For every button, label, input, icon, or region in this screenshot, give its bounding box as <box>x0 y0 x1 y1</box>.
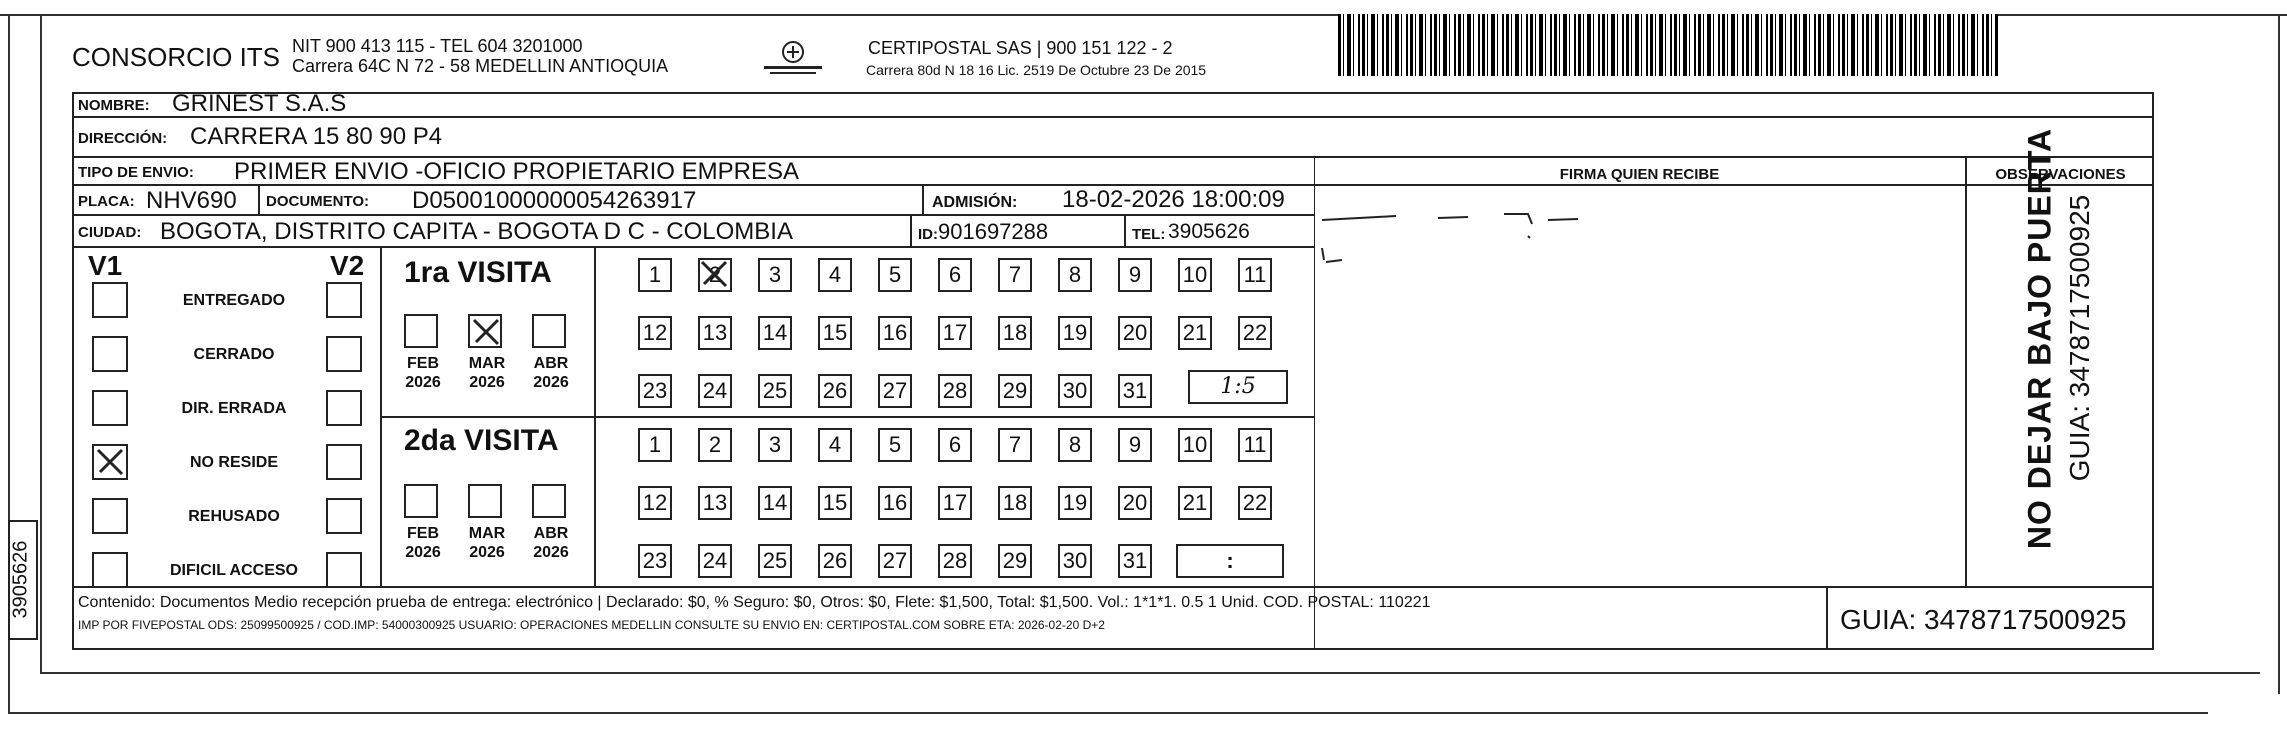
visit2-title: 2da VISITA <box>404 424 559 457</box>
certipostal-logo <box>760 38 826 82</box>
visit1-month-checkbox-feb[interactable] <box>404 314 438 348</box>
visit1-day-11[interactable]: 11 <box>1238 258 1272 292</box>
status-option-label: ENTREGADO <box>182 292 286 309</box>
visit2-day-2[interactable]: 2 <box>698 428 732 462</box>
visit2-day-3[interactable]: 3 <box>758 428 792 462</box>
visit2-day-26[interactable]: 26 <box>818 544 852 578</box>
footer-line2: IMP POR FIVEPOSTAL ODS: 25099500925 / COD.IMP: 54000300925 USUARIO: OPERACIONES MEDELLIN CONSULTE SU ENVIO EN: CERTIPOSTAL.COM SOBRE ETA: 2026-02-20 D+2 <box>78 618 1105 632</box>
v2-checkbox-rehusado[interactable] <box>326 498 362 534</box>
visit2-day-18[interactable]: 18 <box>998 486 1032 520</box>
id-label: ID: <box>918 226 938 243</box>
visit1-time-box[interactable] <box>1188 370 1288 404</box>
visit1-day-7[interactable]: 7 <box>998 258 1032 292</box>
tel-label: TEL: <box>1132 226 1166 243</box>
visit1-day-28[interactable]: 28 <box>938 374 972 408</box>
divider-firma-left <box>1314 158 1315 650</box>
visit2-day-9[interactable]: 9 <box>1118 428 1152 462</box>
visit1-day-22[interactable]: 22 <box>1238 316 1272 350</box>
visit2-day-24[interactable]: 24 <box>698 544 732 578</box>
placa-value: NHV690 <box>146 187 237 214</box>
documento-value: D05001000000054263917 <box>412 187 697 214</box>
visit2-year-label: 2026 <box>405 544 441 561</box>
v1-checkbox-rehusado[interactable] <box>92 498 128 534</box>
visit2-day-1[interactable]: 1 <box>638 428 672 462</box>
visit1-time-value: 1:5 <box>1220 374 1256 399</box>
observaciones-header: OBSERVACIONES <box>1995 166 2126 183</box>
visit2-day-30[interactable]: 30 <box>1058 544 1092 578</box>
divider-placa <box>258 186 260 214</box>
visit1-month-label: MAR <box>468 355 506 372</box>
visit2-day-19[interactable]: 19 <box>1058 486 1092 520</box>
visit1-day-29[interactable]: 29 <box>998 374 1032 408</box>
divider-tel <box>1124 216 1126 246</box>
nombre-label: NOMBRE: <box>78 97 150 114</box>
divider-visit <box>594 248 596 588</box>
visit1-month-checkbox-mar[interactable] <box>468 314 502 348</box>
visit2-month-label: MAR <box>468 525 506 542</box>
visit1-day-21[interactable]: 21 <box>1178 316 1212 350</box>
ciudad-value: BOGOTA, DISTRITO CAPITA - BOGOTA D C - COLOMBIA <box>160 218 793 245</box>
signature-scribble <box>1318 200 1638 270</box>
direccion-value: CARRERA 15 80 90 P4 <box>190 123 443 150</box>
visit1-day-20[interactable]: 20 <box>1118 316 1152 350</box>
visit1-day-24[interactable]: 24 <box>698 374 732 408</box>
left-side-phone <box>8 520 38 640</box>
visit1-day-4[interactable]: 4 <box>818 258 852 292</box>
left-side-phone-text: 3905626 <box>9 540 32 619</box>
address-line: Carrera 64C N 72 - 58 MEDELLIN ANTIOQUIA <box>292 56 669 76</box>
status-option-label: DIFICIL ACCESO <box>169 562 298 579</box>
visit2-day-6[interactable]: 6 <box>938 428 972 462</box>
visit2-day-20[interactable]: 20 <box>1118 486 1152 520</box>
v1-checkbox-entregado[interactable] <box>92 282 128 318</box>
company-name: CONSORCIO ITS <box>72 42 281 72</box>
visit2-day-12[interactable]: 12 <box>638 486 672 520</box>
v2-header: V2 <box>330 250 365 281</box>
visit1-month-checkbox-abr[interactable] <box>532 314 566 348</box>
page-border-right <box>2278 14 2280 694</box>
id-value: 901697288 <box>938 219 1049 244</box>
visit1-day-1[interactable]: 1 <box>638 258 672 292</box>
visit2-year-label: 2026 <box>469 544 505 561</box>
visit1-day-10[interactable]: 10 <box>1178 258 1212 292</box>
tel-value: 3905626 <box>1168 220 1250 243</box>
visit2-day-15[interactable]: 15 <box>818 486 852 520</box>
certipostal-logo-icon <box>760 38 826 82</box>
visit2-year-label: 2026 <box>533 544 569 561</box>
visit1-day-15[interactable]: 15 <box>818 316 852 350</box>
divider-id <box>910 216 912 246</box>
nit-line: NIT 900 413 115 - TEL 604 3201000 <box>292 36 583 56</box>
visit2-day-11[interactable]: 11 <box>1238 428 1272 462</box>
v1-header: V1 <box>88 250 123 281</box>
visit1-day-16[interactable]: 16 <box>878 316 912 350</box>
visit2-day-27[interactable]: 27 <box>878 544 912 578</box>
placa-label: PLACA: <box>78 193 135 210</box>
status-option-label: NO RESIDE <box>189 454 278 471</box>
visit1-month-label: ABR <box>533 355 569 372</box>
status-option-label: REHUSADO <box>188 508 280 525</box>
direccion-label: DIRECCIÓN: <box>78 130 168 147</box>
visit2-day-17[interactable]: 17 <box>938 486 972 520</box>
visit1-day-27[interactable]: 27 <box>878 374 912 408</box>
visit2-day-25[interactable]: 25 <box>758 544 792 578</box>
divider-status <box>380 248 382 588</box>
admision-value: 18-02-2026 18:00:09 <box>1062 186 1285 213</box>
visit1-day-17[interactable]: 17 <box>938 316 972 350</box>
visit1-day-23[interactable]: 23 <box>638 374 672 408</box>
v2-checkbox-cerrado[interactable] <box>326 336 362 372</box>
visit2-day-4[interactable]: 4 <box>818 428 852 462</box>
visit1-day-5[interactable]: 5 <box>878 258 912 292</box>
visit2-day-22[interactable]: 22 <box>1238 486 1272 520</box>
row-ciudad <box>72 216 1314 248</box>
documento-label: DOCUMENTO: <box>266 193 370 210</box>
row-nombre <box>72 92 2154 118</box>
visit1-day-9[interactable]: 9 <box>1118 258 1152 292</box>
visit1-day-2[interactable]: 2 <box>698 258 732 292</box>
visit2-day-5[interactable]: 5 <box>878 428 912 462</box>
inner-border-left <box>40 14 42 674</box>
v2-checkbox-dir-errada[interactable] <box>326 390 362 426</box>
visit2-day-10[interactable]: 10 <box>1178 428 1212 462</box>
visit1-day-14[interactable]: 14 <box>758 316 792 350</box>
v1-checkbox-dir-errada[interactable] <box>92 390 128 426</box>
visit2-day-13[interactable]: 13 <box>698 486 732 520</box>
visit2-month-checkbox-mar[interactable] <box>468 484 502 518</box>
license-line: Carrera 80d N 18 16 Lic. 2519 De Octubre 23 De 2015 <box>866 62 1207 78</box>
visit2-day-16[interactable]: 16 <box>878 486 912 520</box>
visit1-day-26[interactable]: 26 <box>818 374 852 408</box>
admision-label: ADMISIÓN: <box>932 194 1018 211</box>
visit1-day-6[interactable]: 6 <box>938 258 972 292</box>
visit1-day-19[interactable]: 19 <box>1058 316 1092 350</box>
footer-line1: Contenido: Documentos Medio recepción prueba de entrega: electrónico | Declarado: $0, % Seguro: $0, Otros: $0, Flete: $1,500, Total: $1,500. Vol.: 1*1*1. 0.5 1 Unid. COD. POSTAL: 110221 <box>78 594 1431 611</box>
visit2-day-31[interactable]: 31 <box>1118 544 1152 578</box>
v2-checkbox-no-reside[interactable] <box>326 444 362 480</box>
visit1-day-31[interactable]: 31 <box>1118 374 1152 408</box>
row-direccion <box>72 118 2154 158</box>
visit2-day-28[interactable]: 28 <box>938 544 972 578</box>
visit1-year-label: 2026 <box>469 374 505 391</box>
firma-header: FIRMA QUIEN RECIBE <box>1559 166 1720 183</box>
visit1-title: 1ra VISITA <box>404 256 552 289</box>
visit1-day-8[interactable]: 8 <box>1058 258 1092 292</box>
divider-visit-rows <box>380 416 1314 418</box>
side-guia: GUIA: 3478717500925 <box>2064 194 2095 482</box>
divider-footer-guia <box>1826 588 1828 650</box>
tipo-value: PRIMER ENVIO -OFICIO PROPIETARIO EMPRESA <box>234 158 799 185</box>
row-tipo <box>72 158 1314 186</box>
v1-checkbox-dificil-acceso[interactable] <box>92 552 128 588</box>
divider-footer <box>72 586 2154 588</box>
visit2-month-checkbox-abr[interactable] <box>532 484 566 518</box>
visit2-month-label: ABR <box>533 525 569 542</box>
visit1-day-mark <box>698 258 732 292</box>
visit1-day-18[interactable]: 18 <box>998 316 1032 350</box>
v1-checkbox-no-reside[interactable] <box>92 444 128 480</box>
divider-admision <box>922 186 924 214</box>
visit2-day-21[interactable]: 21 <box>1178 486 1212 520</box>
visit2-day-29[interactable]: 29 <box>998 544 1032 578</box>
visit2-time-value: : <box>1226 548 1234 573</box>
visit2-month-label: FEB <box>407 525 439 542</box>
visit2-time-box[interactable] <box>1176 544 1284 578</box>
visit1-year-label: 2026 <box>533 374 569 391</box>
barcode <box>1338 14 1998 76</box>
divider-obs-left <box>1965 158 1967 588</box>
visit1-day-3[interactable]: 3 <box>758 258 792 292</box>
visit2-month-checkbox-feb[interactable] <box>404 484 438 518</box>
visit1-month-label: FEB <box>407 355 439 372</box>
v2-checkbox-dificil-acceso[interactable] <box>326 552 362 588</box>
ciudad-label: CIUDAD: <box>78 224 142 241</box>
visit2-day-7[interactable]: 7 <box>998 428 1032 462</box>
v2-checkbox-entregado[interactable] <box>326 282 362 318</box>
visit1-day-30[interactable]: 30 <box>1058 374 1092 408</box>
status-option-label: CERRADO <box>193 346 275 363</box>
tipo-label: TIPO DE ENVIO: <box>78 164 194 181</box>
row-placa <box>72 186 1314 216</box>
certipostal-line: CERTIPOSTAL SAS | 900 151 122 - 2 <box>868 38 1173 58</box>
side-title: NO DEJAR BAJO PUERTA <box>2021 127 2058 550</box>
visit1-year-label: 2026 <box>405 374 441 391</box>
visit2-day-23[interactable]: 23 <box>638 544 672 578</box>
visit1-day-13[interactable]: 13 <box>698 316 732 350</box>
status-option-label: DIR. ERRADA <box>181 400 287 417</box>
footer-guia: GUIA: 3478717500925 <box>1840 604 2127 635</box>
visit2-day-14[interactable]: 14 <box>758 486 792 520</box>
page-border-bottom <box>8 712 2208 714</box>
v1-checkbox-cerrado[interactable] <box>92 336 128 372</box>
inner-border-bottom <box>40 672 2260 674</box>
visit2-day-8[interactable]: 8 <box>1058 428 1092 462</box>
visit1-day-25[interactable]: 25 <box>758 374 792 408</box>
visit1-day-12[interactable]: 12 <box>638 316 672 350</box>
nombre-value: GRINEST S.A.S <box>172 90 347 117</box>
